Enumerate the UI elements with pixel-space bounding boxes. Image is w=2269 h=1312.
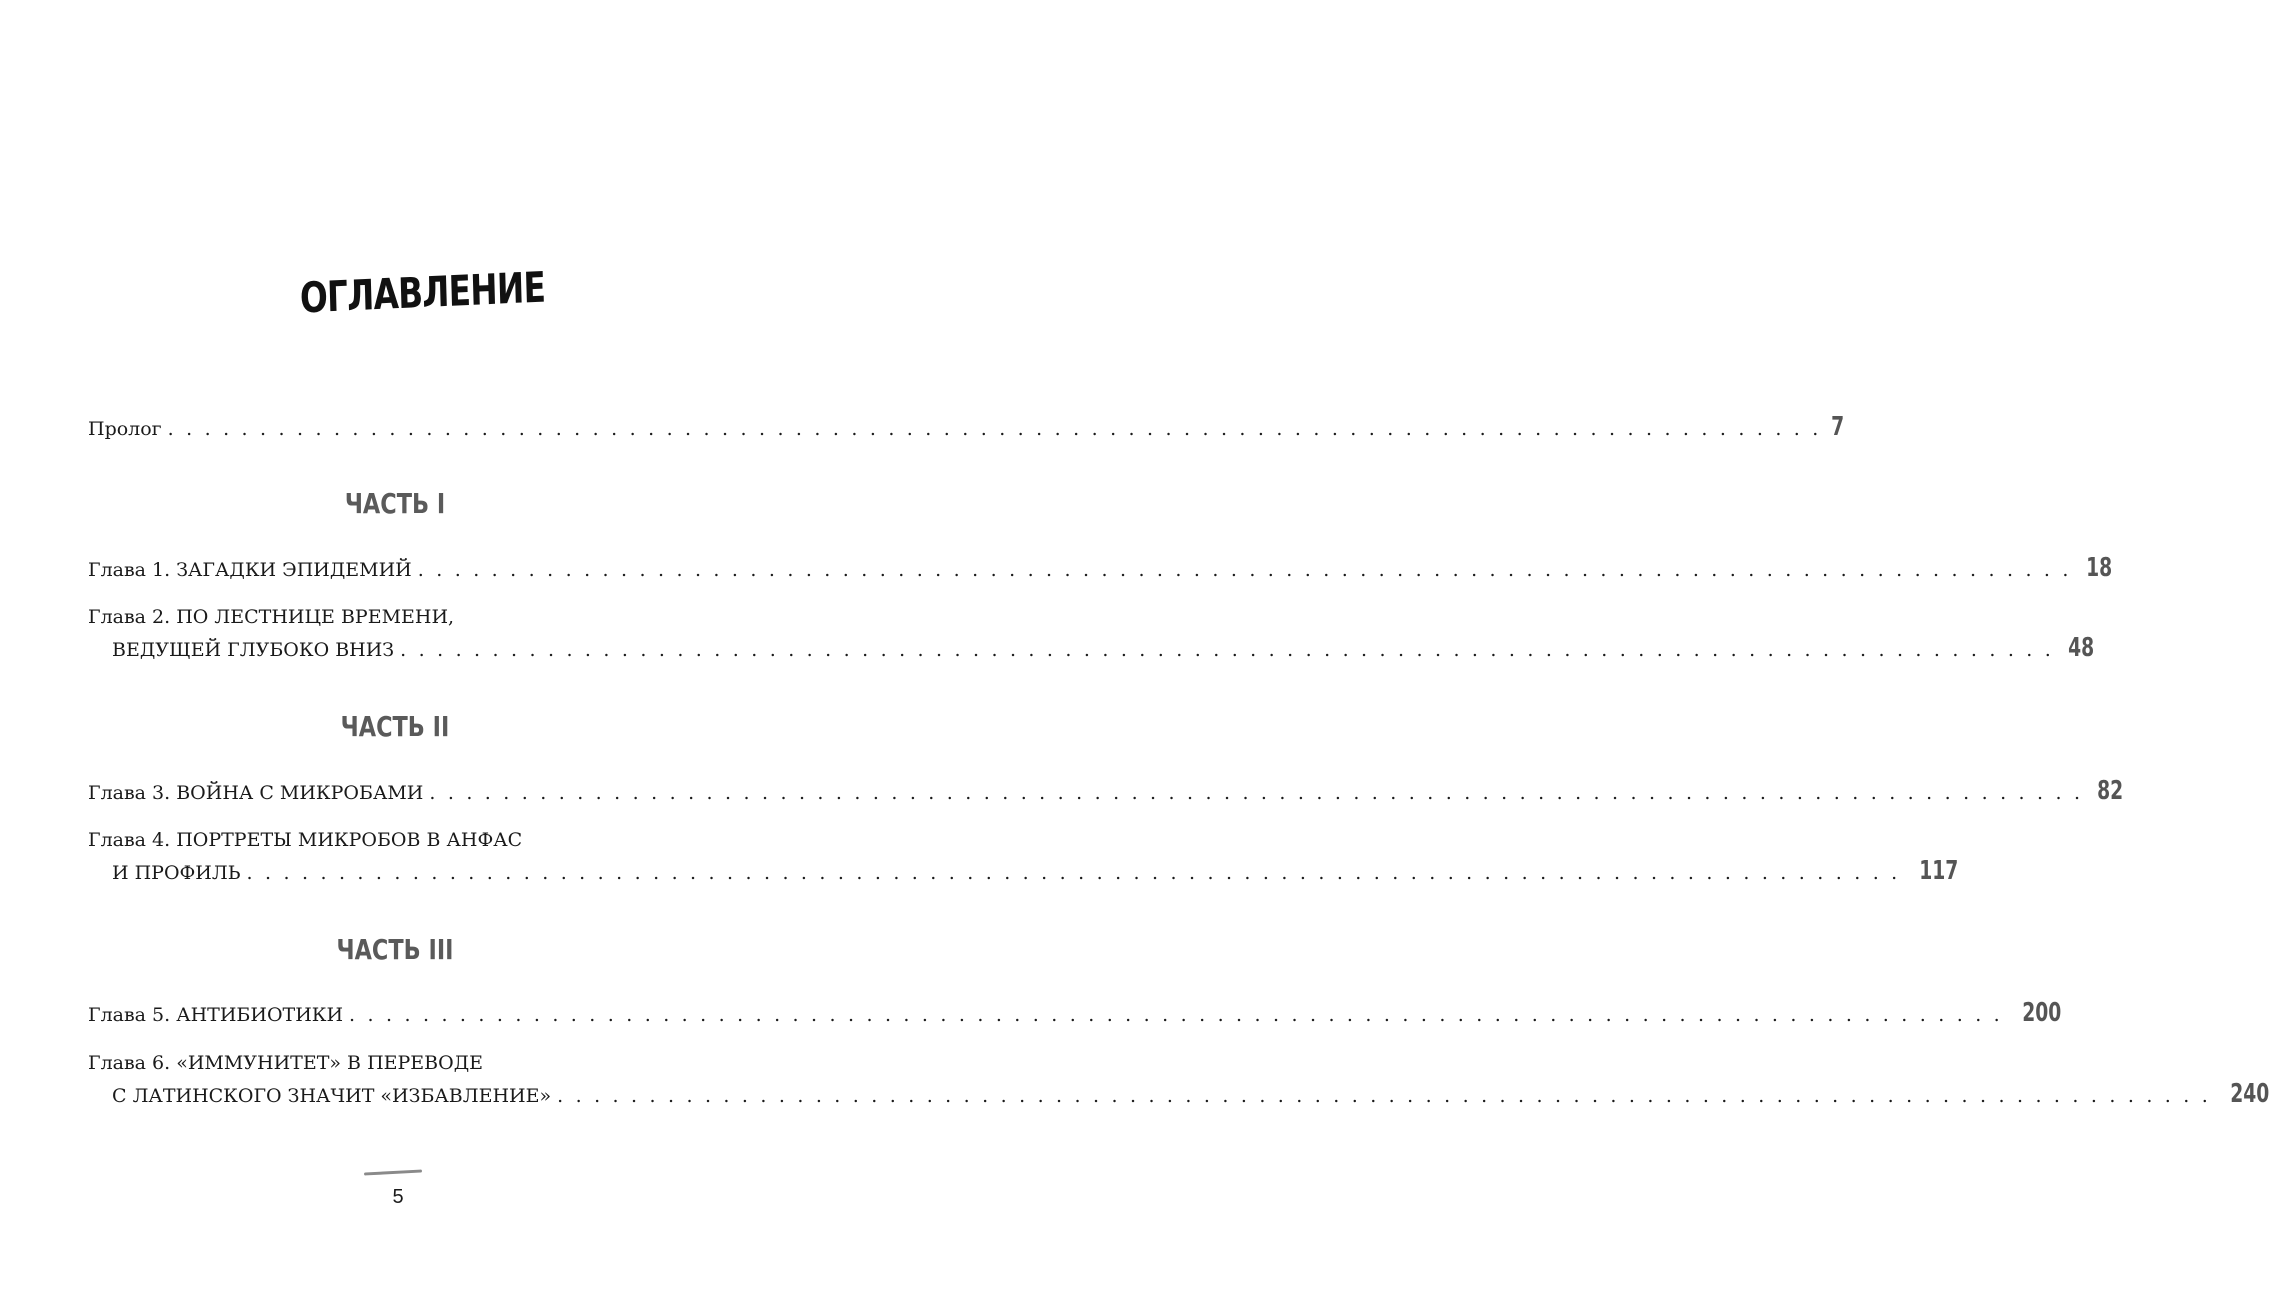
dot-leader: . . . . . . . . . . . . . . . . . . . . . . . . . . . . . . . . . . . . . . . . . . . . . . . . . . . . . . . . . . . . . . . . . . . . . . . . . . . . . . . . . . . . . . . . . . bbox=[349, 1004, 2003, 1026]
dot-leader: . . . . . . . . . . . . . . . . . . . . . . . . . . . . . . . . . . . . . . . . . . . . . . . . . . . . . . . . . . . . . . . . . . . . . . . . . . . . . . . . . . . . . . . . . . bbox=[417, 559, 2072, 581]
toc-entry-chapter-5[interactable] bbox=[88, 994, 2062, 1028]
dot-leader: . . . . . . . . . . . . . . . . . . . . . . . . . . . . . . . . . . . . . . . . . . . . . . . . . . . . . . . . . . . . . . . . . . . . . . . . . . . . . . . . . . . . . . . . . . bbox=[429, 782, 2084, 804]
part-heading: ЧАСТЬ I bbox=[344, 487, 446, 520]
toc-page-number: 240 bbox=[2230, 1079, 2269, 1109]
toc-page-number: 200 bbox=[2022, 998, 2062, 1028]
toc-page-number: 7 bbox=[1830, 412, 1844, 442]
dot-leader: . . . . . . . . . . . . . . . . . . . . . . . . . . . . . . . . . . . . . . . . . . . . . . . . . . . . . . . . . . . . . . . . . . . . . . . . . . . . . . . . . . . . . . . . . . bbox=[167, 418, 1822, 440]
toc-entry-title: Глава 5. АНТИБИОТИКИ bbox=[88, 1004, 344, 1026]
toc-page-number: 82 bbox=[2097, 776, 2124, 806]
toc-entry-title-line2: И ПРОФИЛЬ bbox=[112, 862, 241, 884]
footer-rule bbox=[364, 1169, 422, 1175]
toc-entry-chapter-2[interactable] bbox=[112, 629, 2095, 663]
toc-page-number: 117 bbox=[1919, 856, 1959, 886]
toc-entry-title-line1[interactable]: Глава 4. ПОРТРЕТЫ МИКРОБОВ В АНФАС bbox=[88, 829, 523, 851]
toc-entry-chapter-6[interactable] bbox=[112, 1075, 2269, 1109]
toc-entry-title: Пролог bbox=[88, 418, 162, 440]
toc-entry-title: Глава 3. ВОЙНА С МИКРОБАМИ bbox=[88, 782, 424, 804]
page-title: ОГЛАВЛЕНИЕ bbox=[299, 262, 546, 323]
dot-leader: . . . . . . . . . . . . . . . . . . . . . . . . . . . . . . . . . . . . . . . . . . . . . . . . . . . . . . . . . . . . . . . . . . . . . . . . . . . . . . . . . . . . . . . . . . bbox=[400, 639, 2055, 661]
toc-page-number: 18 bbox=[2085, 553, 2112, 583]
part-heading: ЧАСТЬ II bbox=[340, 710, 450, 743]
toc-entry-chapter-1[interactable] bbox=[88, 549, 2112, 583]
toc-entry-chapter-4[interactable] bbox=[112, 852, 1959, 886]
dot-leader: . . . . . . . . . . . . . . . . . . . . . . . . . . . . . . . . . . . . . . . . . . . . . . . . . . . . . . . . . . . . . . . . . . . . . . . . . . . . . . . . . . . . . . . . . . bbox=[246, 862, 1901, 884]
toc-entry-title-line2: С ЛАТИНСКОГО ЗНАЧИТ «ИЗБАВЛЕНИЕ» bbox=[112, 1085, 552, 1107]
toc-entry-title-line1[interactable]: Глава 2. ПО ЛЕСТНИЦЕ ВРЕМЕНИ, bbox=[88, 606, 455, 628]
toc-entry-prologue[interactable] bbox=[88, 408, 1844, 442]
dot-leader: . . . . . . . . . . . . . . . . . . . . . . . . . . . . . . . . . . . . . . . . . . . . . . . . . . . . . . . . . . . . . . . . . . . . . . . . . . . . . . . . . . . . . . . . . . bbox=[557, 1085, 2212, 1107]
toc-entry-title: Глава 1. ЗАГАДКИ ЭПИДЕМИЙ bbox=[88, 559, 412, 581]
toc-entry-chapter-3[interactable] bbox=[88, 772, 2124, 806]
part-heading: ЧАСТЬ III bbox=[336, 933, 454, 966]
toc-entry-title-line1[interactable]: Глава 6. «ИММУНИТЕТ» В ПЕРЕВОДЕ bbox=[88, 1052, 484, 1074]
toc-entry-title-line2: ВЕДУЩЕЙ ГЛУБОКО ВНИЗ bbox=[112, 639, 395, 661]
page-number: 5 bbox=[392, 1186, 404, 1208]
toc-page-number: 48 bbox=[2068, 633, 2095, 663]
